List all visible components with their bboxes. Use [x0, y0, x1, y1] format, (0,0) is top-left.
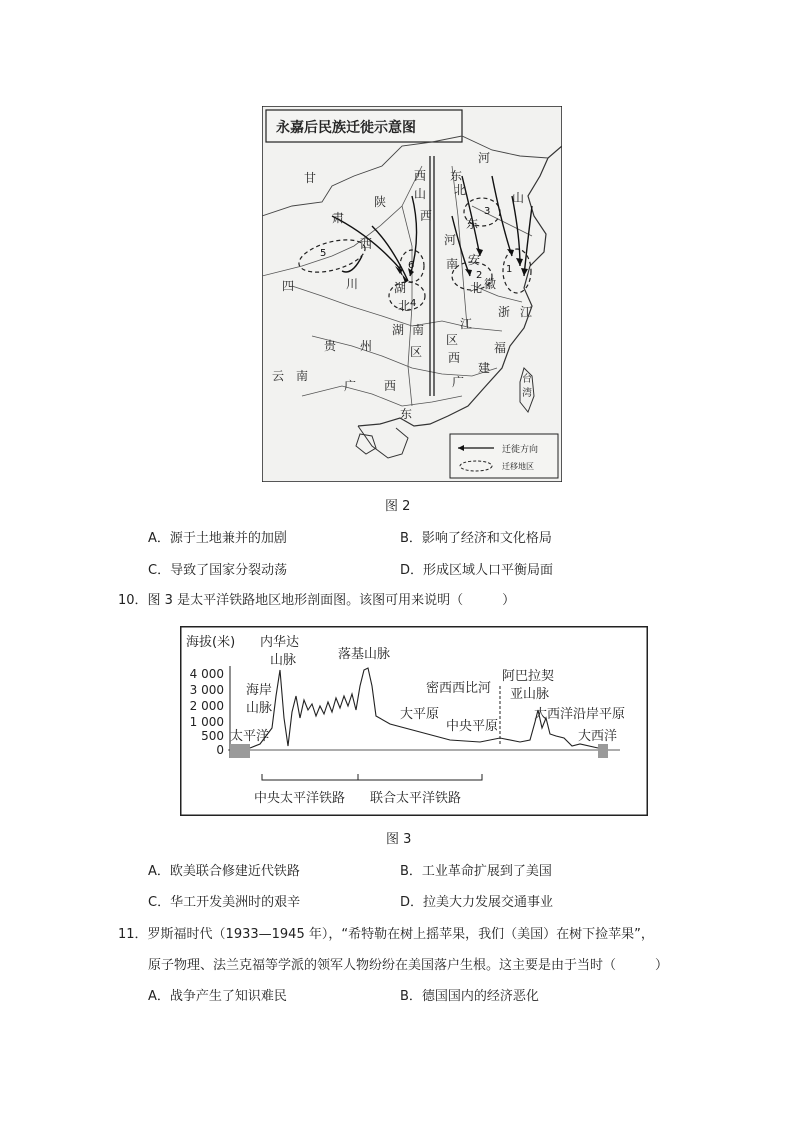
rail-union-label: 联合太平洋铁路 — [370, 791, 462, 806]
profile-label: 大西洋沿岸平原 — [534, 707, 626, 722]
map-label: 云 — [272, 369, 285, 383]
profile-label: 大西洋 — [578, 729, 618, 744]
ytick: 1 000 — [189, 715, 224, 729]
ytick: 0 — [216, 743, 224, 757]
option-b: B．影响了经济和文化格局 — [400, 531, 552, 546]
legend-arrow-label: 迁徙方向 — [502, 445, 539, 455]
map-label: 湖 — [394, 281, 407, 295]
legend-area-label: 迁移地区 — [502, 462, 534, 471]
profile-label: 山脉 — [270, 653, 297, 668]
option-d: D．拉美大力发展交通事业 — [400, 895, 554, 910]
map-label: 西 — [414, 169, 427, 183]
profile-label: 落基山脉 — [338, 647, 391, 662]
map-label: 北 — [398, 299, 411, 313]
map-number: 6 — [408, 260, 415, 271]
map-label: 西 — [384, 379, 397, 393]
map-label: 甘 — [304, 171, 317, 185]
map-label: 江 — [460, 317, 473, 331]
map-label: 州 — [360, 339, 373, 353]
figure-caption: 图 3 — [386, 832, 412, 847]
profile-label: 海岸 — [246, 683, 273, 698]
map-number: 4 — [410, 298, 417, 309]
map-label: 东 — [400, 407, 413, 421]
map-label: 湾 — [522, 388, 532, 399]
map-label: 浙 — [498, 305, 511, 319]
map-label: 东 — [466, 217, 479, 231]
terrain-profile — [180, 626, 648, 816]
option-c: C．华工开发美洲时的艰辛 — [148, 895, 301, 910]
option-a: A．欧美联合修建近代铁路 — [148, 864, 300, 879]
map-label: 山 — [414, 187, 427, 201]
map-label: 河 — [444, 233, 457, 247]
map-label: 南 — [446, 257, 459, 271]
option-b: B．工业革命扩展到了美国 — [400, 864, 552, 879]
map-number: 3 — [484, 206, 491, 217]
profile-label: 内华达 — [260, 635, 300, 650]
map-label: 江 — [520, 305, 533, 319]
ytick: 2 000 — [189, 699, 224, 713]
map-title: 永嘉后民族迁徙示意图 — [276, 120, 416, 136]
map-number: 2 — [476, 270, 483, 281]
profile-label: 中央平原 — [446, 719, 499, 734]
map-label: 陕 — [374, 195, 387, 209]
rail-central-label: 中央太平洋铁路 — [254, 791, 346, 806]
profile-label: 山脉 — [246, 701, 273, 716]
ytick: 500 — [201, 729, 224, 743]
map-label: 川 — [346, 277, 359, 291]
map-label: 湖 — [392, 323, 405, 337]
ytick: 4 000 — [189, 667, 224, 681]
profile-label: 密西西比河 — [426, 681, 492, 696]
profile-label: 太平洋 — [230, 729, 270, 744]
option-a: A．战争产生了知识难民 — [148, 989, 287, 1004]
map-label: 徽 — [484, 277, 497, 291]
option-c: C．导致了国家分裂动荡 — [148, 563, 288, 578]
map-label: 区 — [410, 345, 423, 359]
figure-caption: 图 2 — [385, 499, 411, 514]
map-label: 南 — [412, 323, 425, 337]
map-label: 四 — [282, 279, 295, 293]
map-label: 广 — [344, 379, 357, 393]
map-label: 西 — [420, 209, 433, 223]
map-label: 山 — [512, 191, 525, 205]
option-d: D．形成区域人口平衡局面 — [400, 563, 554, 578]
map-label: 台 — [522, 374, 532, 385]
map-label: 建 — [478, 361, 491, 375]
option-a: A．源于土地兼并的加剧 — [148, 531, 287, 546]
map-label: 福 — [494, 341, 507, 355]
map-number: 5 — [320, 248, 327, 259]
map-label: 北 — [454, 183, 467, 197]
profile-ylabel: 海拔(米) — [186, 635, 236, 650]
map-label: 河 — [478, 151, 491, 165]
profile-label: 亚山脉 — [510, 687, 550, 702]
map-number: 1 — [506, 264, 513, 275]
ytick: 3 000 — [189, 683, 224, 697]
map-label: 贵 — [324, 339, 337, 353]
map-label: 西 — [360, 237, 373, 251]
map-label: 广 — [452, 375, 465, 389]
map-label: 南 — [296, 369, 309, 383]
map-label: 西 — [448, 351, 461, 365]
question-10-stem: 10．图 3 是太平洋铁路地区地形剖面图。该图可用来说明（ ） — [118, 593, 516, 608]
map-label: 东 — [450, 169, 463, 183]
profile-label: 大平原 — [400, 707, 440, 722]
profile-label: 阿巴拉契 — [502, 669, 555, 684]
question-11-line2: 原子物理、法兰克福等学派的领军人物纷纷在美国落户生根。这主要是由于当时（ ） — [148, 958, 669, 973]
map-label: 安 — [468, 253, 481, 267]
map-label: 区 — [446, 333, 459, 347]
map-label: 肃 — [332, 211, 345, 225]
question-11-line1: 11．罗斯福时代（1933—1945 年），“希特勒在树上摇苹果，我们（美国）在树下捡苹果”， — [118, 927, 654, 942]
option-b: B．德国国内的经济恶化 — [400, 989, 539, 1004]
map-label: 北 — [470, 281, 483, 295]
migration-map — [262, 106, 562, 482]
